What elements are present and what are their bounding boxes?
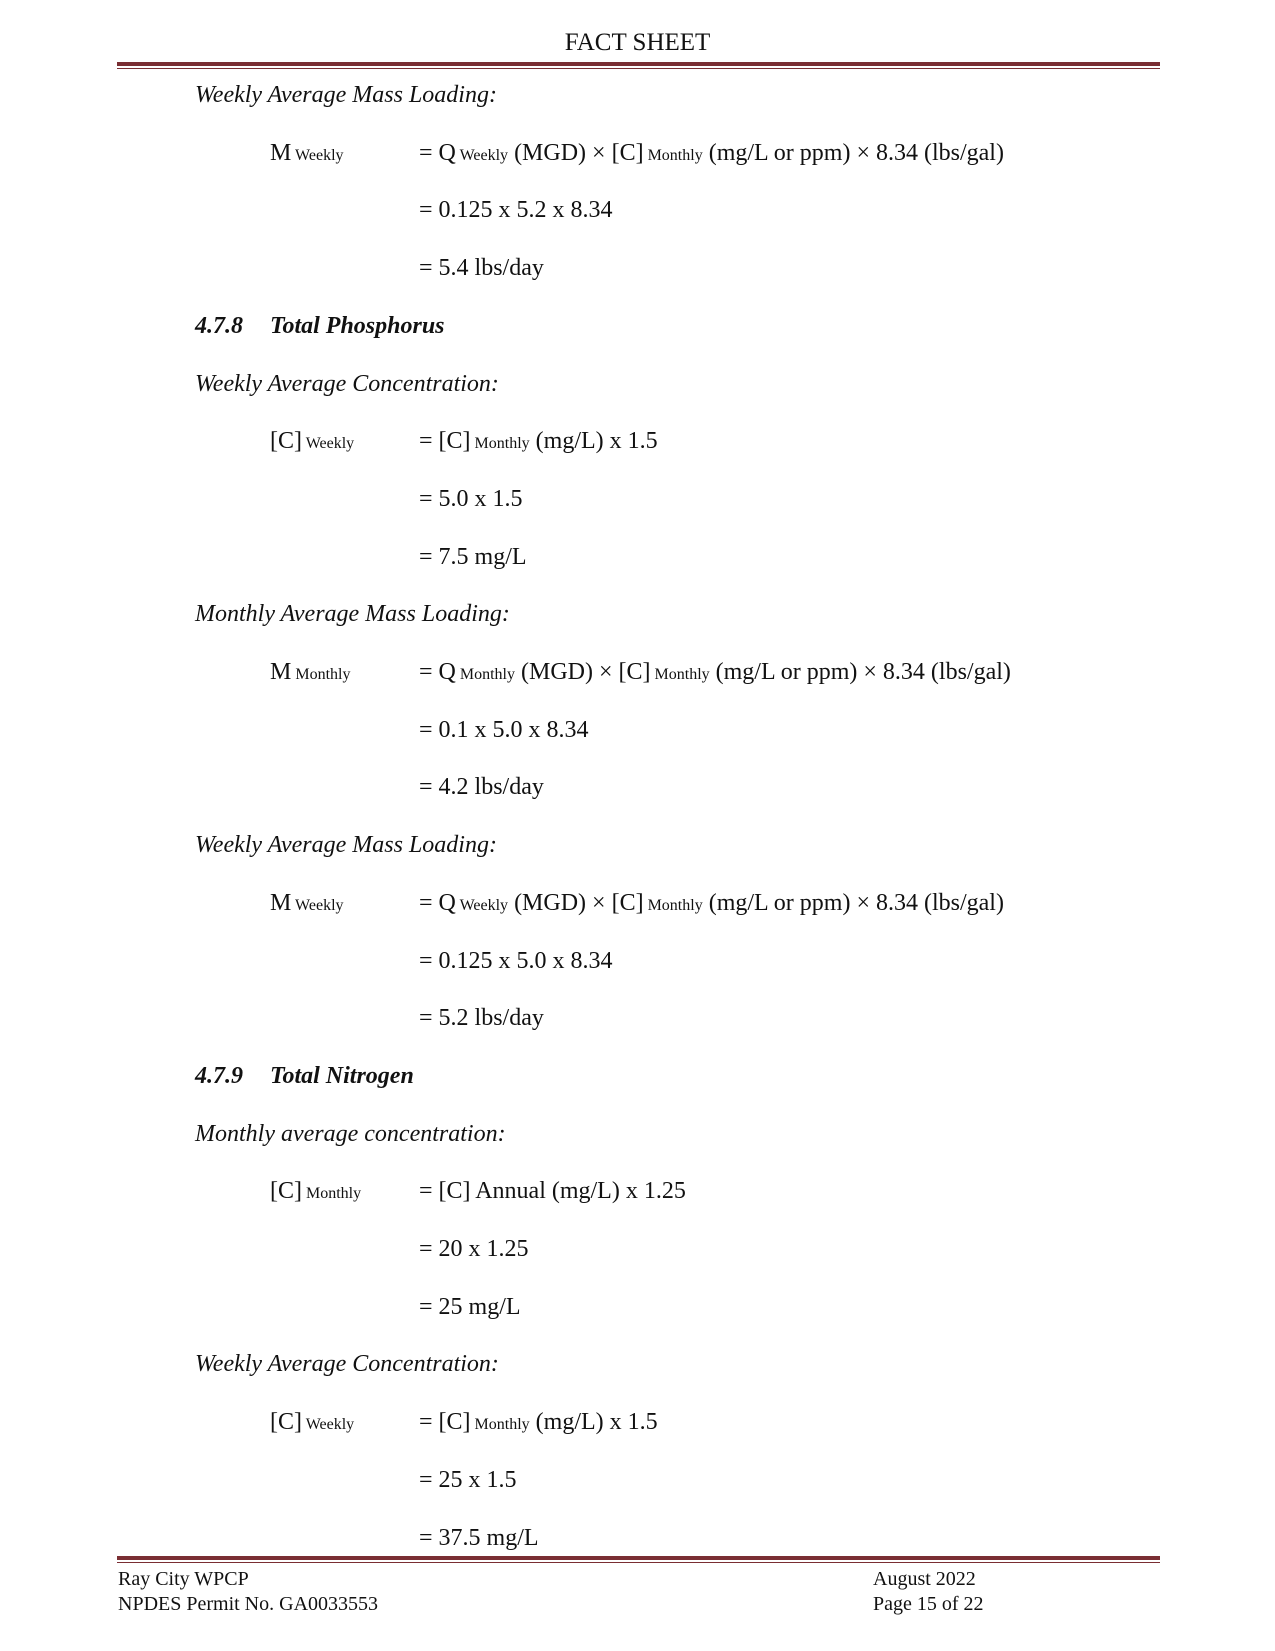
equation-text: [C] [270,428,302,454]
section-number: 4.7.8 [195,313,243,339]
equation-text: (mg/L or ppm) × 8.34 (lbs/gal) [702,140,1004,166]
equation-text: (mg/L or ppm) × 8.34 (lbs/gal) [702,890,1004,916]
equation-text: = [C] [419,1409,471,1435]
equation-text: M [270,890,292,916]
calculation-label: Weekly Average Concentration: [195,1351,499,1377]
equation-rhs [419,890,1004,917]
header-rule-thin [117,68,1160,69]
subscript-text: Weekly [291,147,344,164]
section-heading [195,313,445,340]
equation-text: (mg/L) x 1.5 [529,1409,658,1435]
equation-step: = 5.4 lbs/day [419,255,544,281]
section-title: Total Nitrogen [270,1063,414,1089]
equation-text: (MGD) × [C] [515,659,651,685]
equation-lhs [270,1178,361,1205]
equation-rhs [419,428,658,455]
equation-step: = 0.125 x 5.0 x 8.34 [419,948,613,974]
equation-text: = Q [419,890,456,916]
subscript-text: Monthly [643,147,703,164]
equation-text: M [270,659,292,685]
calculation-label: Monthly average concentration: [195,1121,506,1147]
equation-step: = 25 mg/L [419,1294,521,1320]
equation-lhs [270,1409,354,1436]
equation-text: = Q [419,140,456,166]
subscript-text: Monthly [302,1185,362,1202]
equation-rhs [419,1178,686,1205]
calculation-label: Weekly Average Mass Loading: [195,832,497,858]
equation-text: = [C] Annual (mg/L) x 1.25 [419,1178,686,1204]
equation-rhs [419,1409,658,1436]
subscript-text: Weekly [455,147,509,164]
equation-text: M [270,140,292,166]
equation-text: [C] [270,1409,302,1435]
footer-facility: Ray City WPCP [118,1568,249,1590]
subscript-text: Monthly [470,435,530,452]
calculation-label: Monthly Average Mass Loading: [195,601,510,627]
subscript-text: Monthly [470,1416,530,1433]
footer-rule-thin [117,1562,1160,1563]
footer-page-number: Page 15 of 22 [873,1593,984,1615]
equation-step: = 5.0 x 1.5 [419,486,523,512]
equation-step: = 20 x 1.25 [419,1236,529,1262]
subscript-text: Weekly [302,1416,355,1433]
section-heading [195,1063,414,1090]
subscript-text: Monthly [291,666,351,683]
section-number: 4.7.9 [195,1063,243,1089]
equation-lhs [270,140,344,167]
equation-step: = 5.2 lbs/day [419,1005,544,1031]
header-title: FACT SHEET [564,29,711,56]
equation-step: = 25 x 1.5 [419,1467,517,1493]
equation-lhs [270,890,344,917]
equation-step: = 0.1 x 5.0 x 8.34 [419,717,589,743]
equation-text: = [C] [419,428,471,454]
equation-rhs [419,140,1004,167]
equation-text: (mg/L) x 1.5 [529,428,658,454]
equation-text: (MGD) × [C] [508,890,644,916]
subscript-text: Monthly [643,897,703,914]
subscript-text: Monthly [455,666,515,683]
equation-step: = 0.125 x 5.2 x 8.34 [419,197,613,223]
subscript-text: Weekly [302,435,355,452]
equation-step: = 4.2 lbs/day [419,774,544,800]
equation-text: (MGD) × [C] [508,140,644,166]
equation-text: [C] [270,1178,302,1204]
equation-step: = 37.5 mg/L [419,1525,539,1551]
equation-lhs [270,659,350,686]
equation-step: = 7.5 mg/L [419,544,527,570]
calculation-label: Weekly Average Concentration: [195,371,499,397]
subscript-text: Weekly [455,897,509,914]
calculation-label: Weekly Average Mass Loading: [195,82,497,108]
equation-text: (mg/L or ppm) × 8.34 (lbs/gal) [709,659,1011,685]
equation-text: = Q [419,659,456,685]
section-title: Total Phosphorus [270,313,445,339]
footer-date: August 2022 [873,1568,976,1590]
footer-permit: NPDES Permit No. GA0033553 [118,1593,379,1615]
footer-rule-thick [117,1556,1160,1560]
subscript-text: Weekly [291,897,344,914]
subscript-text: Monthly [650,666,710,683]
header-rule-thick [117,62,1160,66]
equation-lhs [270,428,354,455]
equation-rhs [419,659,1011,686]
